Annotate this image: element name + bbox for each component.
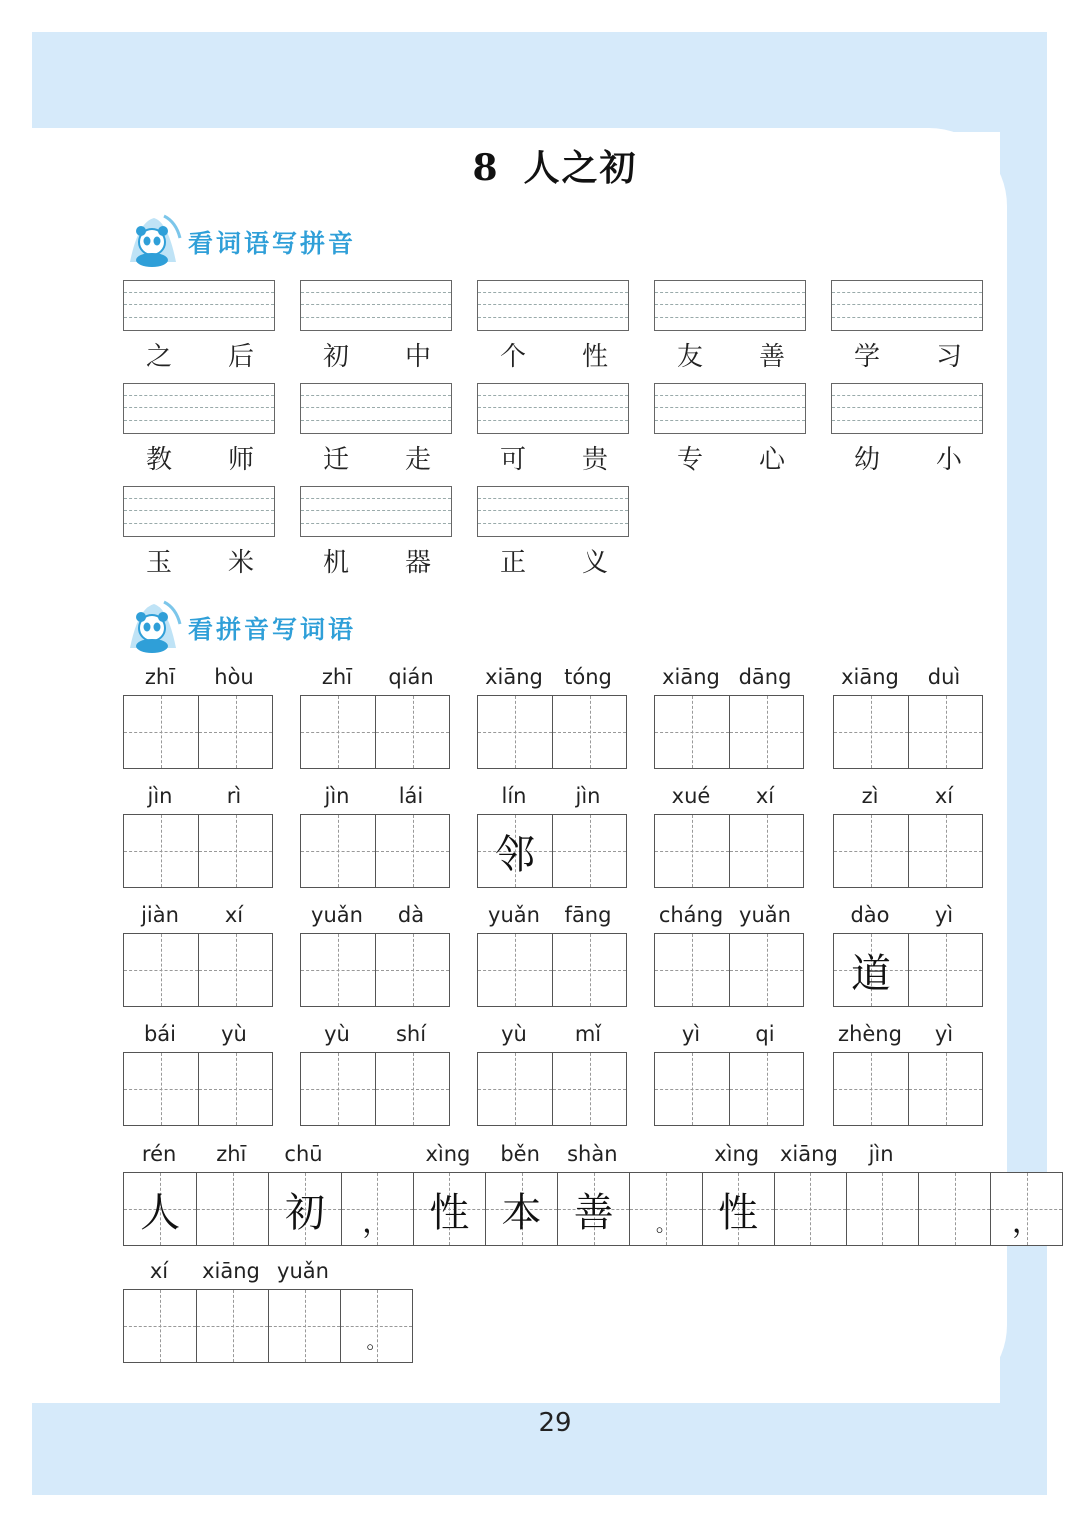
pinyin-syllable: xìng — [714, 1142, 760, 1166]
word-character: 学 — [853, 342, 880, 372]
pinyin-syllable: zhī — [144, 665, 176, 689]
pinyin-syllable: dà — [397, 903, 425, 927]
pinyin-syllable: duì — [927, 665, 961, 689]
written-character: 性 — [718, 1189, 759, 1236]
character-cell[interactable] — [834, 934, 908, 1006]
character-cell[interactable] — [196, 1173, 268, 1245]
character-cell[interactable] — [268, 1173, 340, 1245]
pinyin-guide-line — [832, 317, 982, 318]
character-cell[interactable] — [124, 934, 198, 1006]
pinyin-syllable: fāng — [564, 903, 612, 927]
character-grid — [300, 814, 450, 888]
pinyin-syllable: jiàn — [141, 903, 179, 927]
written-character — [909, 1053, 982, 1125]
pinyin-syllable: yù — [221, 1022, 247, 1046]
written-character — [834, 1053, 908, 1125]
written-character — [124, 815, 198, 887]
written-character: 初 — [284, 1189, 325, 1236]
character-cell[interactable] — [124, 1173, 196, 1245]
word-character: 心 — [758, 445, 785, 475]
written-character — [269, 1290, 340, 1362]
word-character: 走 — [404, 445, 431, 475]
pinyin-syllable: yuǎn — [277, 1259, 329, 1283]
character-cell[interactable] — [375, 815, 449, 887]
pinyin-guide-line — [301, 395, 451, 396]
sentence-grid — [123, 1289, 413, 1363]
written-character — [847, 1173, 918, 1245]
pinyin-answer-box[interactable] — [477, 383, 629, 434]
pinyin-answer-box[interactable] — [300, 280, 452, 331]
character-cell[interactable] — [552, 934, 626, 1006]
character-cell[interactable] — [198, 696, 272, 768]
pinyin-answer-box[interactable] — [831, 280, 983, 331]
pinyin-guide-line — [301, 523, 451, 524]
written-character — [199, 1053, 272, 1125]
written-character — [730, 1053, 803, 1125]
written-character — [909, 815, 982, 887]
pinyin-syllable: xìng — [425, 1142, 471, 1166]
written-character — [834, 696, 908, 768]
written-character — [655, 815, 729, 887]
pinyin-guide-line — [655, 317, 805, 318]
character-grid — [300, 1052, 450, 1126]
character-cell[interactable] — [124, 1053, 198, 1125]
written-character — [655, 934, 729, 1006]
panda-icon — [124, 212, 184, 268]
pinyin-guide-line — [124, 407, 274, 408]
pinyin-guide-line — [478, 317, 628, 318]
pinyin-guide-line — [832, 407, 982, 408]
word-character: 中 — [404, 342, 431, 372]
word-character: 习 — [935, 342, 962, 372]
lesson-title — [0, 140, 1080, 191]
pinyin-syllable: bái — [143, 1022, 177, 1046]
character-cell[interactable] — [655, 696, 729, 768]
written-character — [553, 815, 626, 887]
word-character: 教 — [145, 445, 172, 475]
written-character — [199, 815, 272, 887]
character-grid — [123, 814, 273, 888]
written-character — [553, 696, 626, 768]
pinyin-syllable: yuǎn — [739, 903, 791, 927]
written-character — [124, 1290, 196, 1362]
word-character: 专 — [676, 445, 703, 475]
pinyin-answer-box[interactable] — [654, 280, 806, 331]
pinyin-syllable: lái — [398, 784, 424, 808]
character-grid — [654, 1052, 804, 1126]
character-grid — [833, 814, 983, 888]
pinyin-guide-line — [124, 395, 274, 396]
pinyin-guide-line — [478, 498, 628, 499]
pinyin-syllable: mǐ — [574, 1022, 602, 1046]
written-character — [834, 815, 908, 887]
character-cell[interactable] — [918, 1173, 990, 1245]
pinyin-guide-line — [478, 407, 628, 408]
written-character — [124, 696, 198, 768]
pinyin-guide-line — [655, 395, 805, 396]
pinyin-guide-line — [832, 292, 982, 293]
written-character — [655, 1053, 729, 1125]
pinyin-syllable: xiāng — [662, 665, 720, 689]
character-cell[interactable] — [552, 1053, 626, 1125]
character-cell[interactable] — [908, 1053, 982, 1125]
pinyin-guide-line — [655, 407, 805, 408]
character-cell[interactable] — [729, 934, 803, 1006]
pinyin-guide-line — [832, 304, 982, 305]
pinyin-syllable: jìn — [575, 784, 601, 808]
pinyin-syllable: xí — [224, 903, 244, 927]
character-grid — [833, 1052, 983, 1126]
lesson-name: 人之初 — [523, 147, 638, 189]
written-character — [909, 934, 982, 1006]
character-cell[interactable] — [198, 1053, 272, 1125]
written-character — [478, 696, 552, 768]
pinyin-syllable: yù — [324, 1022, 350, 1046]
character-grid — [123, 695, 273, 769]
character-cell[interactable] — [846, 1173, 918, 1245]
pinyin-guide-line — [832, 395, 982, 396]
pinyin-guide-line — [301, 292, 451, 293]
pinyin-guide-line — [301, 498, 451, 499]
character-cell[interactable] — [340, 1290, 412, 1362]
sentence-grid — [123, 1172, 1063, 1246]
character-cell[interactable] — [196, 1290, 268, 1362]
pinyin-guide-line — [655, 292, 805, 293]
pinyin-syllable: shí — [395, 1022, 427, 1046]
pinyin-syllable: qián — [388, 665, 434, 689]
pinyin-syllable: zì — [861, 784, 879, 808]
pinyin-syllable: jìn — [868, 1142, 894, 1166]
word-character: 器 — [404, 548, 431, 578]
pinyin-guide-line — [124, 304, 274, 305]
word-character: 迁 — [322, 445, 349, 475]
character-cell[interactable] — [908, 934, 982, 1006]
character-cell[interactable] — [478, 815, 552, 887]
character-grid — [833, 933, 983, 1007]
pinyin-syllable: yuǎn — [311, 903, 363, 927]
pinyin-answer-box[interactable] — [300, 486, 452, 537]
character-cell[interactable] — [375, 1053, 449, 1125]
pinyin-syllable: yù — [501, 1022, 527, 1046]
word-character: 小 — [935, 445, 962, 475]
character-grid — [477, 1052, 627, 1126]
written-character — [919, 1173, 990, 1245]
pinyin-guide-line — [655, 304, 805, 305]
written-character: 。 — [655, 1212, 676, 1236]
character-cell[interactable] — [198, 934, 272, 1006]
pinyin-guide-line — [301, 407, 451, 408]
word-character: 友 — [676, 342, 703, 372]
pinyin-syllable: tóng — [564, 665, 612, 689]
pinyin-syllable: xí — [934, 784, 954, 808]
character-cell[interactable] — [198, 815, 272, 887]
character-cell[interactable] — [375, 934, 449, 1006]
pinyin-guide-line — [301, 420, 451, 421]
section-title-write-pinyin: 看词语写拼音 — [188, 229, 357, 258]
pinyin-syllable: shàn — [567, 1142, 618, 1166]
written-character: 。 — [366, 1329, 387, 1353]
character-cell[interactable] — [478, 1053, 552, 1125]
pinyin-syllable: xí — [149, 1259, 169, 1283]
pinyin-syllable: yì — [681, 1022, 701, 1046]
pinyin-guide-line — [478, 292, 628, 293]
character-grid — [654, 814, 804, 888]
character-cell[interactable] — [124, 1290, 196, 1362]
written-character — [553, 934, 626, 1006]
pinyin-syllable: xué — [671, 784, 711, 808]
written-character — [301, 934, 375, 1006]
written-character — [655, 696, 729, 768]
written-character — [376, 815, 449, 887]
written-character — [730, 696, 803, 768]
written-character: 性 — [429, 1189, 470, 1236]
character-cell[interactable] — [413, 1173, 485, 1245]
written-character: 道 — [851, 950, 891, 997]
pinyin-guide-line — [124, 317, 274, 318]
written-character — [301, 1053, 375, 1125]
character-cell[interactable] — [124, 815, 198, 887]
word-character: 正 — [499, 548, 526, 578]
written-character: ， — [1011, 1205, 1042, 1240]
pinyin-syllable: hòu — [214, 665, 254, 689]
pinyin-syllable: zhèng — [838, 1022, 902, 1046]
pinyin-answer-box[interactable] — [831, 383, 983, 434]
pinyin-syllable: zhī — [321, 665, 353, 689]
pinyin-syllable: jìn — [324, 784, 350, 808]
written-character — [301, 815, 375, 887]
character-cell[interactable] — [341, 1173, 413, 1245]
pinyin-syllable: xiāng — [202, 1259, 260, 1283]
written-character — [553, 1053, 626, 1125]
character-grid — [477, 933, 627, 1007]
pinyin-syllable: rì — [226, 784, 242, 808]
character-cell[interactable] — [301, 1053, 375, 1125]
character-cell[interactable] — [908, 696, 982, 768]
character-grid — [833, 695, 983, 769]
pinyin-guide-line — [301, 317, 451, 318]
character-cell[interactable] — [655, 1053, 729, 1125]
pinyin-guide-line — [478, 420, 628, 421]
character-cell[interactable] — [834, 815, 908, 887]
word-character: 贵 — [581, 445, 608, 475]
pinyin-guide-line — [124, 523, 274, 524]
character-cell[interactable] — [729, 696, 803, 768]
character-cell[interactable] — [834, 1053, 908, 1125]
written-character: 人 — [140, 1189, 181, 1236]
pinyin-syllable: cháng — [658, 903, 724, 927]
written-character: 邻 — [495, 831, 535, 878]
pinyin-guide-line — [124, 420, 274, 421]
character-cell[interactable] — [702, 1173, 774, 1245]
pinyin-answer-box[interactable] — [123, 486, 275, 537]
pinyin-guide-line — [478, 510, 628, 511]
written-character — [478, 1053, 552, 1125]
pinyin-syllable: xí — [755, 784, 775, 808]
pinyin-syllable: chū — [284, 1142, 323, 1166]
page-number: 29 — [538, 1408, 572, 1438]
pinyin-guide-line — [301, 510, 451, 511]
pinyin-answer-box[interactable] — [123, 383, 275, 434]
pinyin-syllable: xiāng — [485, 665, 543, 689]
character-grid — [477, 695, 627, 769]
character-cell[interactable] — [268, 1290, 340, 1362]
section-title-write-words: 看拼音写词语 — [188, 615, 357, 644]
character-cell[interactable] — [301, 934, 375, 1006]
pinyin-guide-line — [124, 292, 274, 293]
character-cell[interactable] — [478, 696, 552, 768]
pinyin-syllable: yì — [934, 1022, 954, 1046]
character-cell[interactable] — [552, 696, 626, 768]
written-character: 本 — [501, 1189, 542, 1236]
character-grid — [654, 933, 804, 1007]
character-cell[interactable] — [552, 815, 626, 887]
word-character: 玉 — [145, 548, 172, 578]
character-cell[interactable] — [301, 815, 375, 887]
pinyin-guide-line — [124, 498, 274, 499]
written-character — [376, 1053, 449, 1125]
character-grid — [123, 933, 273, 1007]
character-cell[interactable] — [478, 934, 552, 1006]
character-grid — [300, 933, 450, 1007]
pinyin-syllable: xiāng — [780, 1142, 838, 1166]
pinyin-answer-box[interactable] — [300, 383, 452, 434]
written-character — [199, 934, 272, 1006]
word-character: 师 — [227, 445, 254, 475]
pinyin-syllable: rén — [141, 1142, 177, 1166]
word-character: 幼 — [853, 445, 880, 475]
written-character — [376, 696, 449, 768]
character-cell[interactable] — [729, 815, 803, 887]
character-grid — [477, 814, 627, 888]
character-cell[interactable] — [375, 696, 449, 768]
word-character: 机 — [322, 548, 349, 578]
pinyin-guide-line — [124, 510, 274, 511]
written-character — [775, 1173, 846, 1245]
character-cell[interactable] — [629, 1173, 701, 1245]
panda-icon — [124, 598, 184, 654]
pinyin-answer-box[interactable] — [123, 280, 275, 331]
word-character: 米 — [227, 548, 254, 578]
word-character: 后 — [227, 342, 254, 372]
pinyin-syllable: lín — [501, 784, 527, 808]
character-cell[interactable] — [908, 815, 982, 887]
written-character — [197, 1290, 268, 1362]
character-cell[interactable] — [124, 696, 198, 768]
character-cell[interactable] — [990, 1173, 1062, 1245]
pinyin-syllable: dào — [850, 903, 890, 927]
written-character — [124, 934, 198, 1006]
pinyin-guide-line — [478, 395, 628, 396]
character-grid — [300, 695, 450, 769]
character-cell[interactable] — [774, 1173, 846, 1245]
lesson-number: 8 — [472, 147, 500, 189]
written-character — [376, 934, 449, 1006]
character-cell[interactable] — [557, 1173, 629, 1245]
pinyin-syllable: yuǎn — [488, 903, 540, 927]
pinyin-syllable: qi — [755, 1022, 775, 1046]
written-character — [730, 934, 803, 1006]
written-character: 善 — [573, 1189, 614, 1236]
written-character — [478, 934, 552, 1006]
written-character — [199, 696, 272, 768]
pinyin-guide-line — [832, 420, 982, 421]
written-character — [197, 1173, 268, 1245]
word-character: 善 — [758, 342, 785, 372]
pinyin-syllable: běn — [500, 1142, 540, 1166]
character-grid — [654, 695, 804, 769]
written-character — [301, 696, 375, 768]
word-character: 性 — [581, 342, 608, 372]
pinyin-guide-line — [478, 304, 628, 305]
pinyin-guide-line — [301, 304, 451, 305]
header-band — [32, 32, 1047, 132]
character-cell[interactable] — [655, 815, 729, 887]
pinyin-guide-line — [655, 420, 805, 421]
written-character — [909, 696, 982, 768]
pinyin-syllable: dāng — [738, 665, 792, 689]
character-cell[interactable] — [301, 696, 375, 768]
word-character: 之 — [145, 342, 172, 372]
character-cell[interactable] — [485, 1173, 557, 1245]
word-character: 可 — [499, 445, 526, 475]
character-grid — [123, 1052, 273, 1126]
word-character: 初 — [322, 342, 349, 372]
pinyin-guide-line — [478, 523, 628, 524]
pinyin-syllable: yì — [934, 903, 954, 927]
character-cell[interactable] — [834, 696, 908, 768]
written-character: ， — [362, 1205, 393, 1240]
word-character: 义 — [581, 548, 608, 578]
word-character: 个 — [499, 342, 526, 372]
character-cell[interactable] — [655, 934, 729, 1006]
pinyin-answer-box[interactable] — [477, 280, 629, 331]
pinyin-syllable: xiāng — [841, 665, 899, 689]
character-cell[interactable] — [729, 1053, 803, 1125]
pinyin-syllable: jìn — [147, 784, 173, 808]
pinyin-answer-box[interactable] — [654, 383, 806, 434]
written-character — [124, 1053, 198, 1125]
written-character — [730, 815, 803, 887]
pinyin-answer-box[interactable] — [477, 486, 629, 537]
pinyin-syllable: zhī — [216, 1142, 247, 1166]
